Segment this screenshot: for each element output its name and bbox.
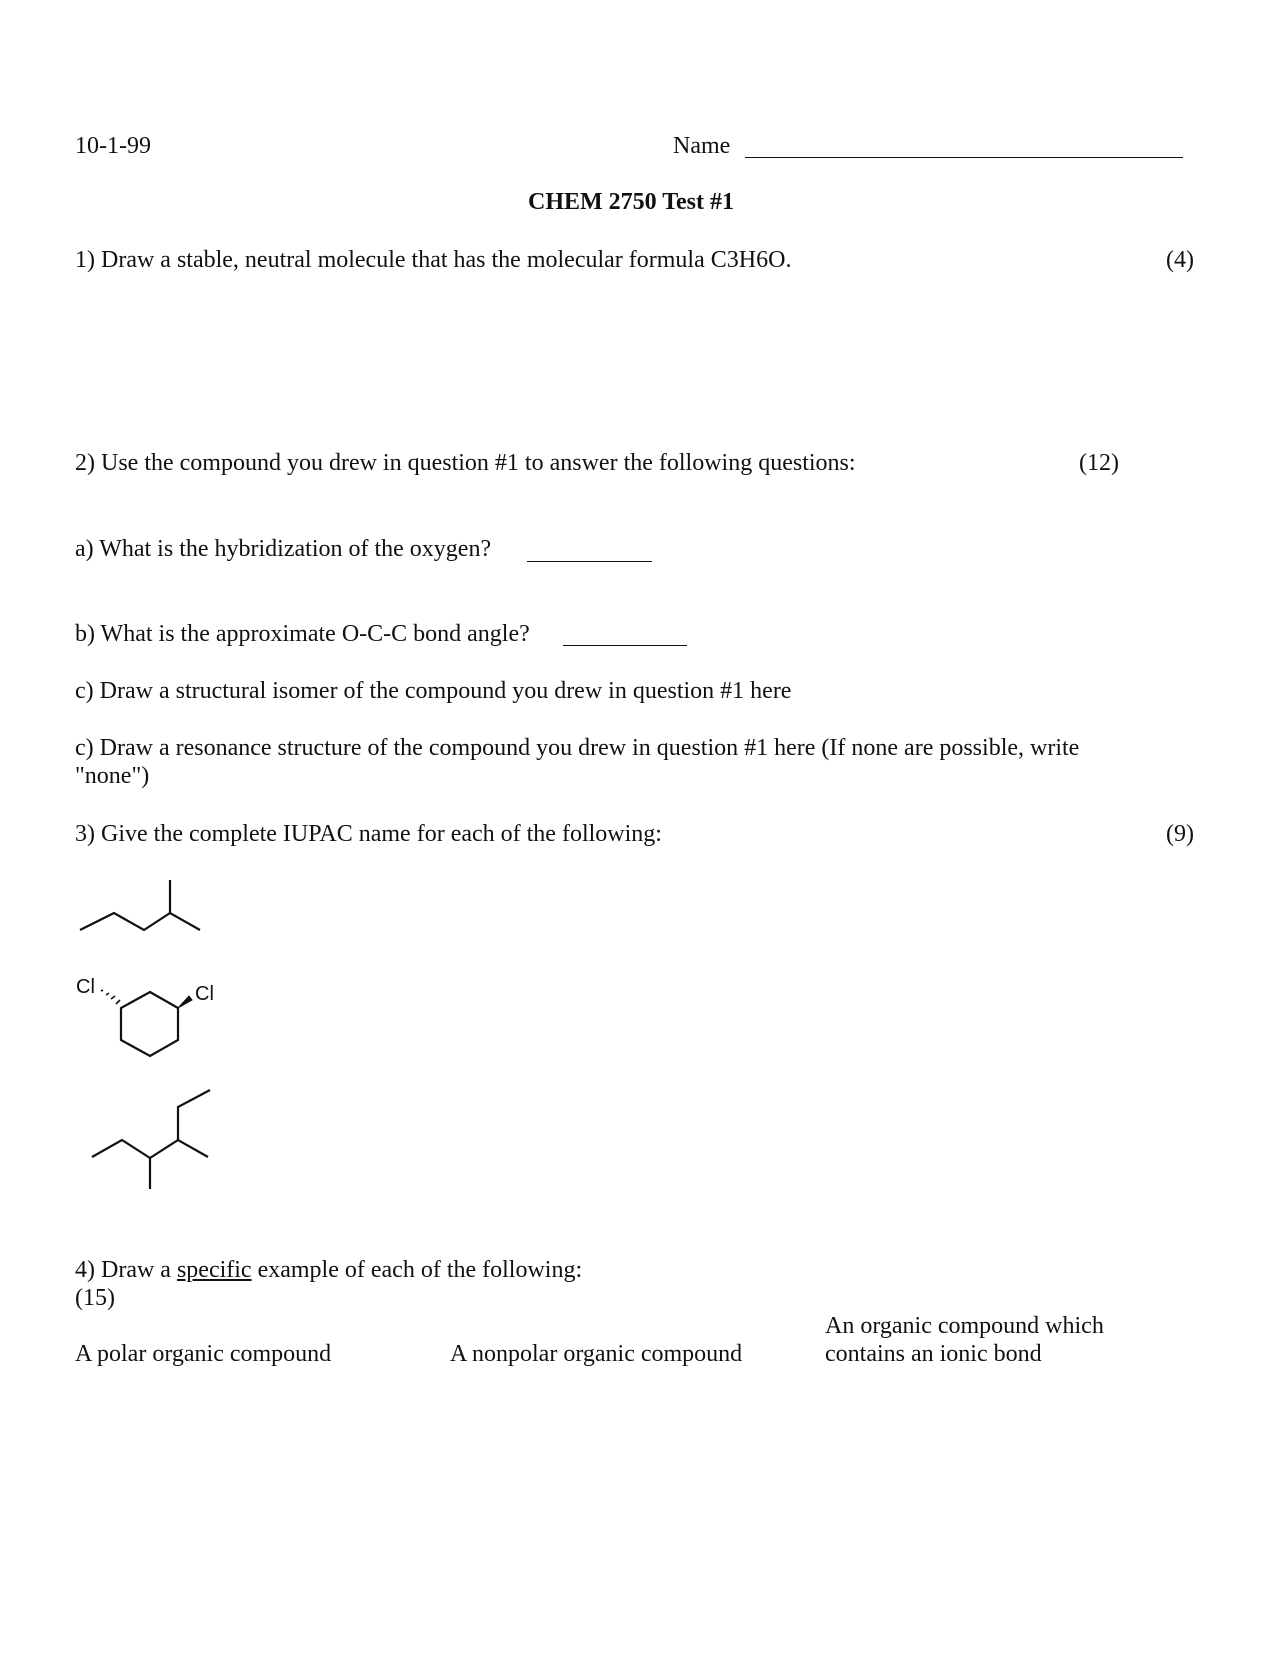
question-4 xyxy=(75,1256,582,1284)
question-4-text-after: example of each of the following: xyxy=(251,1257,583,1283)
column-ionic-bond-line1: An organic compound which xyxy=(825,1313,1104,1339)
chlorine-label-left: Cl xyxy=(76,976,95,998)
question-4-text-before: 4) Draw a xyxy=(75,1257,177,1283)
question-2b: b) What is the approximate O-C-C bond angle? xyxy=(75,621,530,647)
question-1 xyxy=(75,246,791,274)
column-polar-compound: A polar organic compound xyxy=(75,1341,332,1367)
solid-wedge-bond xyxy=(178,996,192,1008)
molecular-formula: C3H6O. xyxy=(710,247,792,273)
main-chain-bonds xyxy=(80,913,200,930)
question-1-text: 1) Draw a stable, neutral molecule that has the molecular formula xyxy=(75,247,711,273)
cyclohexane-ring xyxy=(121,992,178,1056)
structure-branched-alkane xyxy=(80,1085,220,1195)
question-2c-resonance-line2: "none") xyxy=(75,763,150,789)
name-input-line[interactable] xyxy=(745,157,1183,158)
structure-dichlorocyclohexane xyxy=(70,970,240,1070)
question-2c-resonance-line1: c) Draw a resonance structure of the compound you drew in question #1 here (If none are possible, write xyxy=(75,735,1080,761)
structure-2-methylpentane xyxy=(70,875,210,935)
question-4-emphasis: specific xyxy=(176,1257,252,1283)
date: 10-1-99 xyxy=(75,133,151,159)
chlorine-label-right: Cl xyxy=(195,983,214,1005)
question-2a: a) What is the hybridization of the oxygen? xyxy=(75,536,492,562)
question-2: 2) Use the compound you drew in question #1 to answer the following questions: xyxy=(75,450,856,476)
question-4-points: (15) xyxy=(75,1285,115,1311)
question-2-points: (12) xyxy=(1079,450,1119,476)
answer-2a-line[interactable] xyxy=(527,561,652,562)
column-nonpolar-compound: A nonpolar organic compound xyxy=(450,1341,743,1367)
ethyl-branch-bonds xyxy=(178,1090,210,1140)
branched-main-chain xyxy=(92,1140,208,1158)
question-3-points: (9) xyxy=(1166,821,1194,847)
column-ionic-bond-line2: contains an ionic bond xyxy=(825,1341,1042,1367)
page-title: CHEM 2750 Test #1 xyxy=(528,189,735,215)
hashed-wedge-bond xyxy=(101,990,120,1004)
question-1-points: (4) xyxy=(1166,247,1194,273)
answer-2b-line[interactable] xyxy=(563,645,687,646)
question-3: 3) Give the complete IUPAC name for each of the following: xyxy=(75,821,662,847)
name-label: Name xyxy=(673,133,731,159)
question-2c-isomer: c) Draw a structural isomer of the compound you drew in question #1 here xyxy=(75,678,792,704)
